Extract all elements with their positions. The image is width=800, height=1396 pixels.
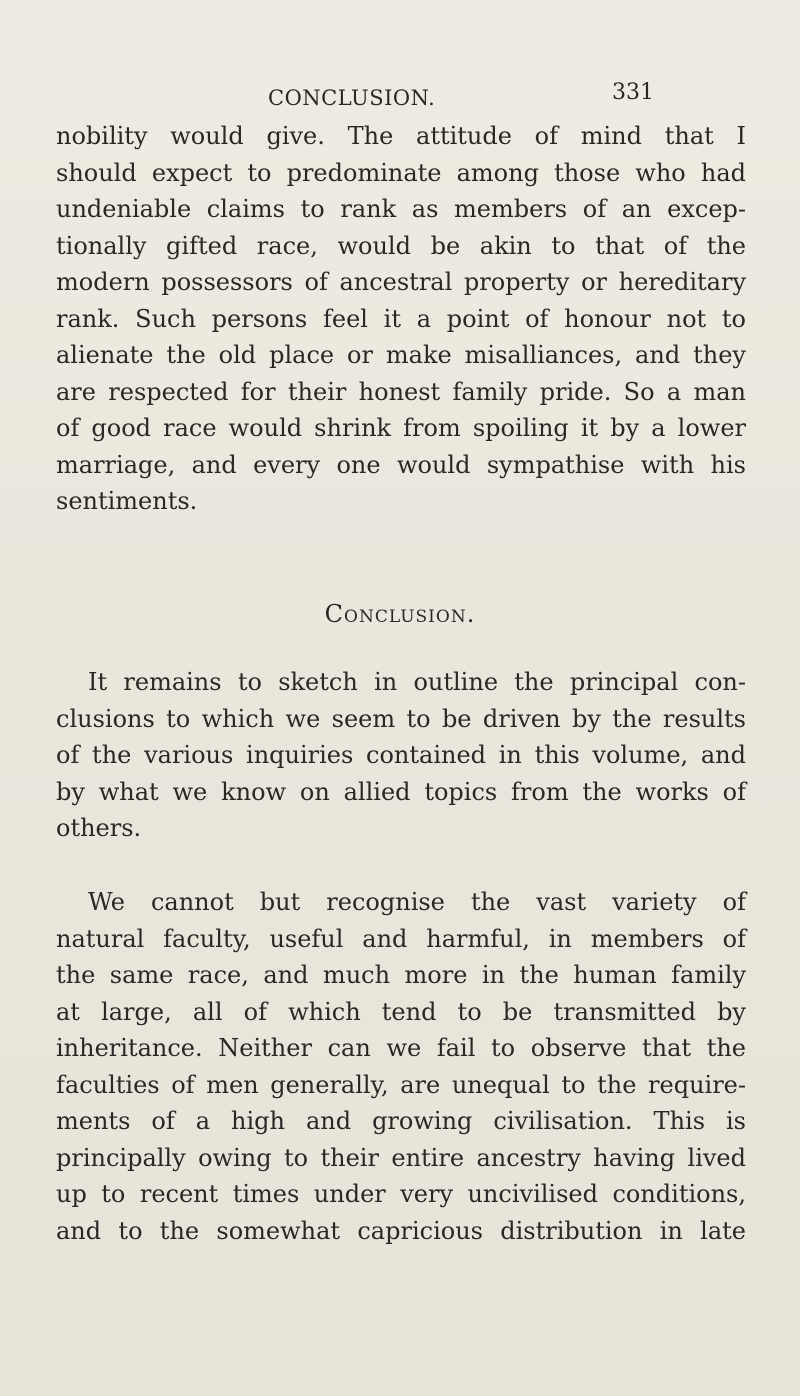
paragraph-continuation [56, 118, 746, 520]
text-line: undeniable claims to rank as members of an excep- [56, 195, 746, 223]
paragraph-intro [56, 664, 746, 847]
running-title: CONCLUSION. [268, 86, 436, 110]
text-line: alienate the old place or make misalliances, and they [56, 341, 746, 369]
text-line: modern possessors of ancestral property or hereditary [56, 268, 746, 296]
text-line: natural faculty, useful and harmful, in members of [56, 924, 746, 953]
text-line: sentiments. [56, 487, 198, 515]
text-line: clusions to which we seem to be driven by the results [56, 704, 746, 733]
text-line: We cannot but recognise the vast variety of [88, 888, 746, 916]
text-line: are respected for their honest family pride. So a man [56, 377, 746, 406]
text-line: inheritance. Neither can we fail to observe that the [56, 1034, 746, 1062]
text-line: rank. Such persons feel it a point of honour not to [56, 304, 746, 333]
text-line: of good race would shrink from spoiling it by a lower [56, 414, 746, 442]
text-line: principally owing to their entire ancestry having lived [56, 1143, 746, 1172]
paragraph-faculty [56, 884, 746, 1249]
text-line: and to the somewhat capricious distribution in late [56, 1216, 746, 1245]
text-line: others. [56, 814, 142, 842]
text-line: the same race, and much more in the human family [56, 961, 746, 989]
text-line: by what we know on allied topics from the works of [56, 777, 746, 806]
text-line: tionally gifted race, would be akin to that of the [56, 231, 746, 260]
running-head [0, 80, 800, 120]
text-line: ments of a high and growing civilisation. This is [56, 1107, 746, 1135]
page-number: 331 [612, 80, 654, 105]
text-line: up to recent times under very uncivilised conditions, [56, 1180, 746, 1208]
text-line: at large, all of which tend to be transmitted by [56, 997, 746, 1026]
section-heading: Conclusion. [324, 600, 476, 628]
text-line: nobility would give. The attitude of mind that I [56, 122, 746, 150]
text-line: marriage, and every one would sympathise with his [56, 450, 746, 479]
text-line: should expect to predominate among those who had [56, 158, 746, 187]
text-line: It remains to sketch in outline the principal con- [88, 668, 746, 696]
text-line: of the various inquiries contained in this volume, and [56, 741, 746, 769]
text-line: faculties of men generally, are unequal to the require- [56, 1070, 746, 1099]
